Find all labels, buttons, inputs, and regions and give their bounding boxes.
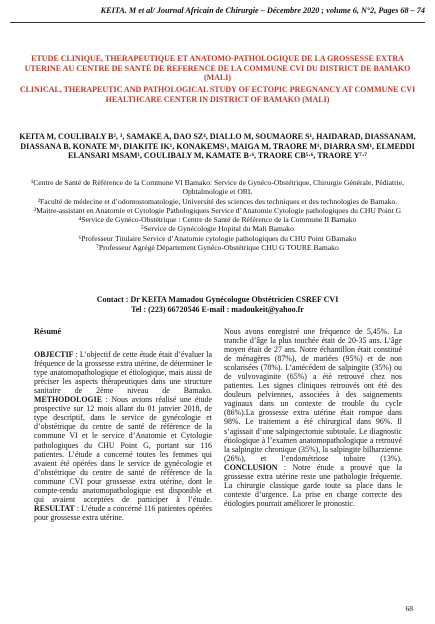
objective-keyword: OBJECTIF [34,350,74,360]
affiliation-2: ²Faculté de médecine et d’odontostomatologie, Université des sciences des techniques et des technologies de Bamako. [37,196,398,206]
author-list: KEITA M, COULIBALY B², ³, SAMAKE A, DAO SZ⁴, DIALLO M, SOUMAORE S¹, HAIDARAD, DIASSANAM, DIASSANA B, KONATE M¹, DIAKITE IK¹, KONAKEMS¹, MAIGA M, TRAORE M¹, DIARRA SM¹, ELMEDDI ELANSARI MSAM¹, COULIBALY M, KAMATE B·⁶, TRAORE CB⁵·⁶, TRAORE Y⁷·⁷ [19,132,416,161]
abstract-left-column [34,327,212,524]
header-rule [10,22,425,23]
abstract-heading: Résumé [34,327,62,336]
conclusion-text: : Notre étude a prouvé que la grossesse extra utérine reste une pathologie fréquente. La chirurgie classique garde toute sa place dans le contexte d’urgence. La prise en charge correcte des étiologies pourrait améliorer le pronostic. [224,462,402,508]
result-keyword: RESULTAT [34,503,75,513]
abstract-paragraph [34,350,212,522]
affiliation-1: ¹Centre de Santé de Référence de la Commune VI Bamako: Service de Gynéco-Obstétrique, Chirurgie Générale, Pédiatrie, Ophtalmologie et ORL [30,178,405,197]
results-text: Nous avons enregistré une fréquence de 5,45%. La tranche d’âge la plus touchée était de 20-35 ans. L’âge moyen était de 27 ans. Notre échantillon était constitué de ménagères (87%), de mariées (95%) et de non scolarisées (78%). L’antécédent de salpingite (35%) ou de vulvovaginite (65%) a été retrouvé chez nos patientes. Les signes cliniques retrouvés ont été des douleurs pelviennes, associées à des saignements vaginaux dans un contexte de trouble du cycle (86%).La grossesse extra utérine était rompue dans 98%. Le traitement a été chirurgical dans 96%. Il s’agissait d’une salpingectomie subtotale. Le diagnostic étiologique à l’examen anatomopathologique a retrouvé la salpingite chronique (35%), la salpingite bilharzienne (26%), et l’endométriose tubaire (13%). [224,327,402,463]
contact-block [16,295,419,315]
objective-text: : L’objectif de cette étude était d’évaluer la fréquence de la grossesse extra utérine, de déterminer le type anatomopathologique et étiologique, mais aussi de préciser les aspects thérapeutiques dans une structure sanitaire de 2ème niveau de Bamako. [34,350,212,396]
result-text: : L’étude a concerné 116 patientes opérées pour grossesse extra utérine. [34,503,212,522]
affiliations [22,178,413,252]
abstract-right-column [224,327,402,510]
contact-phone-email: Tel : (223) 66720546 E-mail : madoukeit@yahoo.fr [131,305,304,314]
affiliation-7: ⁷Professeur Agrégé Département Gynéco-Obstétrique CHU G TOURE Bamako [96,243,339,253]
affiliation-3: ³Maitre-assistant en Anatomie et Cytologie Pathologiques Service d’Anatomie Cytologie pathologiques du CHU Point G [33,205,402,215]
methodology-keyword: METHODOLOGIE [34,395,102,405]
title-english: CLINICAL, THERAPEUTIC AND PATHOLOGICAL STUDY OF ECTOPIC PREGNANCY AT COMMUNE CVI HEALTHCARE CENTER IN DISTRICT OF BAMAKO (MALI) [19,85,416,104]
affiliation-4: ⁴Service de Gynéco-Obstétrique : Centre de Santé de Référence de la Commune II Bamako [78,215,357,225]
affiliation-5: ⁵Service de Gynécologie Hopital du Mali Bamako [141,224,294,234]
title-french: ETUDE CLINIQUE, THERAPEUTIQUE ET ANATOMO-PATHOLOGIQUE DE LA GROSSESSE EXTRA UTERINE AU CENTRE DE SANTÉ DE REFERENCE DE LA COMMUNE CVI DU DISTRICT DE BAMAKO (MALI) [24,54,411,83]
conclusion-keyword: CONCLUSION [224,462,278,472]
contact-name: Contact : Dr KEITA Mamadou Gynécologue Obstétricien CSREF CVI [96,295,339,304]
affiliation-6: ⁶Professeur Titulaire Service d’Anatomie cytologie pathologiques du CHU Point GBamako [78,233,357,243]
page-number: 68 [405,604,413,613]
abstract-paragraph-continued [224,327,402,508]
methodology-text: : Nous avions réalisé une étude prospective sur 12 mois allant du 01 janvier 2018, de type descriptif, dans le service de gynécologie et d’obstétrique du centre de santé de référence de la commune VI et le service d’Anatomie et Cytologie pathologiques du CHU Point G, portant sur 116 patientes. L’étude a concerné toutes les femmes qui avaient été opérées dans le service de gynécologie et d’obstétrique du centre de santé de référence de la commune CVI pour grossesse extra utérine, dont le compte-rendu anatomopathologique est disponible et qui avaient acceptées de participer à l’étude. [34,395,212,504]
running-header: KEITA. M et al/ Journal Africain de Chirurgie – Décembre 2020 ; volume 6, N°2, Pages 68 – 74 [100,6,425,15]
